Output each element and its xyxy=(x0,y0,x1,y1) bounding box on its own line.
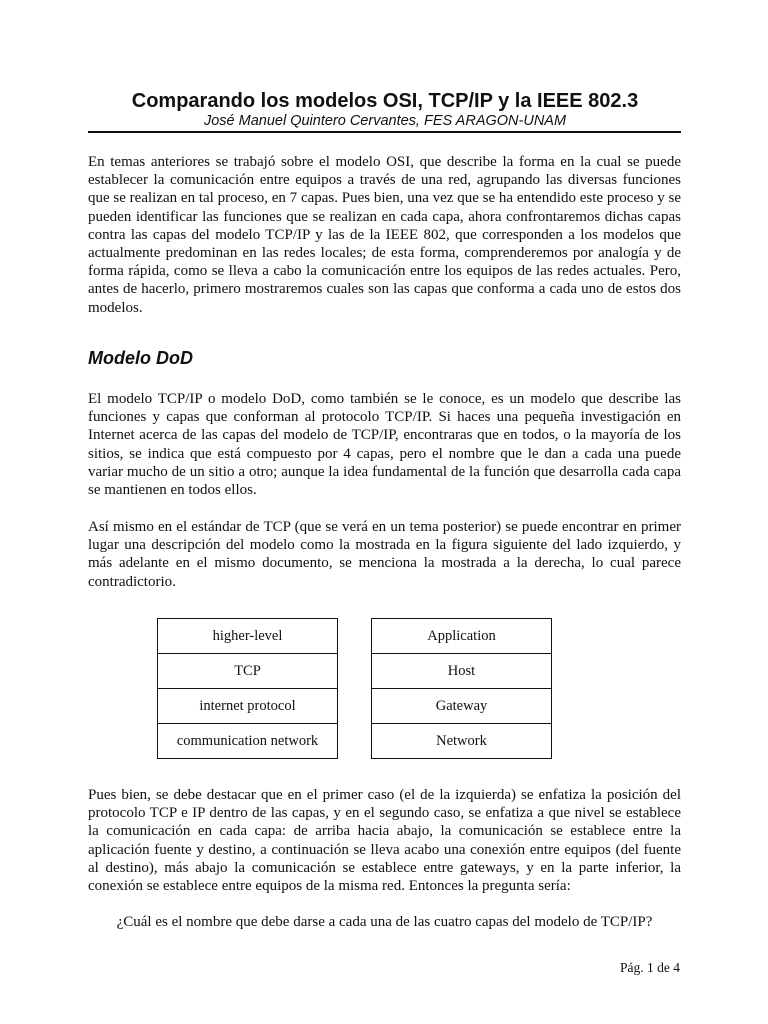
section-paragraph-1: El modelo TCP/IP o modelo DoD, como también se le conoce, es un modelo que describe las funciones y capas que conforman al protocolo TCP/IP. Si haces una pequeña investigación en Internet acerca de las capas del modelo de TCP/IP, encontraras que en todos, o la mayoría de los sitios, se indica que está compuesto por 4 capas, pero el nombre que le dan a cada una puede variar mucho de un sitio a otro; aunque la idea fundamental de la función que desarrolla cada capa se mantienen en todos ellos. xyxy=(88,391,681,499)
section-heading: Modelo DoD xyxy=(88,348,193,368)
document-title: Comparando los modelos OSI, TCP/IP y la IEEE 802.3 xyxy=(131,90,639,112)
layer-cell: internet protocol xyxy=(158,689,338,724)
layer-cell: Host xyxy=(372,654,552,689)
layer-cell: Network xyxy=(372,724,552,759)
layer-cell: higher-level xyxy=(158,619,338,654)
layer-cell: Gateway xyxy=(372,689,552,724)
section-paragraph-2: Así mismo en el estándar de TCP (que se verá en un tema posterior) se puede encontrar en primer lugar una descripción del modelo como la mostrada en la figura siguiente del lado izquierdo, y más adelante en el mismo documento, se menciona la mostrada a la derecha, lo cual parece contradictorio. xyxy=(88,519,681,590)
document-author: José Manuel Quintero Cervantes, FES ARAGON-UNAM xyxy=(203,113,567,129)
layer-cell: communication network xyxy=(158,724,338,759)
section-question: ¿Cuál es el nombre que debe darse a cada una de las cuatro capas del modelo de TCP/IP? xyxy=(116,914,653,930)
layer-cell: TCP xyxy=(158,654,338,689)
title-divider xyxy=(88,131,681,133)
layers-table-left xyxy=(157,618,338,759)
page-number: Pág. 1 de 4 xyxy=(620,960,680,975)
layer-cell: Application xyxy=(372,619,552,654)
section-paragraph-3: Pues bien, se debe destacar que en el primer caso (el de la izquierda) se enfatiza la posición del protocolo TCP e IP dentro de las capas, y en el segundo caso, se enfatiza a que nivel se establece la comunicación en cada capa: de arriba hacia abajo, la comunicación se establece entre la aplicación fuente y destino, a continuación se lleva acabo una conexión entre equipos (del fuente al destino), más abajo la comunicación se establece entre gateways, y en la parte inferior, la conexión se establece entre equipos de la misma red. Entonces la pregunta sería: xyxy=(88,787,681,895)
intro-paragraph: En temas anteriores se trabajó sobre el modelo OSI, que describe la forma en la cual se puede establecer la comunicación entre equipos a través de una red, agrupando las diversas funciones que se realizan en tal proceso, en 7 capas. Pues bien, una vez que se ha entendido este proceso y se pueden identificar las funciones que se realizan en cada capa, ahora confrontaremos dichas capas contra las capas del modelo TCP/IP y las de la IEEE 802, que corresponden a los modelos que actualmente predominan en las redes locales; de esta forma, comprenderemos por analogía y de forma rápida, como se lleva a cabo la comunicación entre los equipos de las redes actuales. Pero, antes de hacerlo, primero mostraremos cuales son las capas que conforma a cada uno de estos dos modelos. xyxy=(88,154,681,316)
layers-table-right xyxy=(371,618,552,759)
